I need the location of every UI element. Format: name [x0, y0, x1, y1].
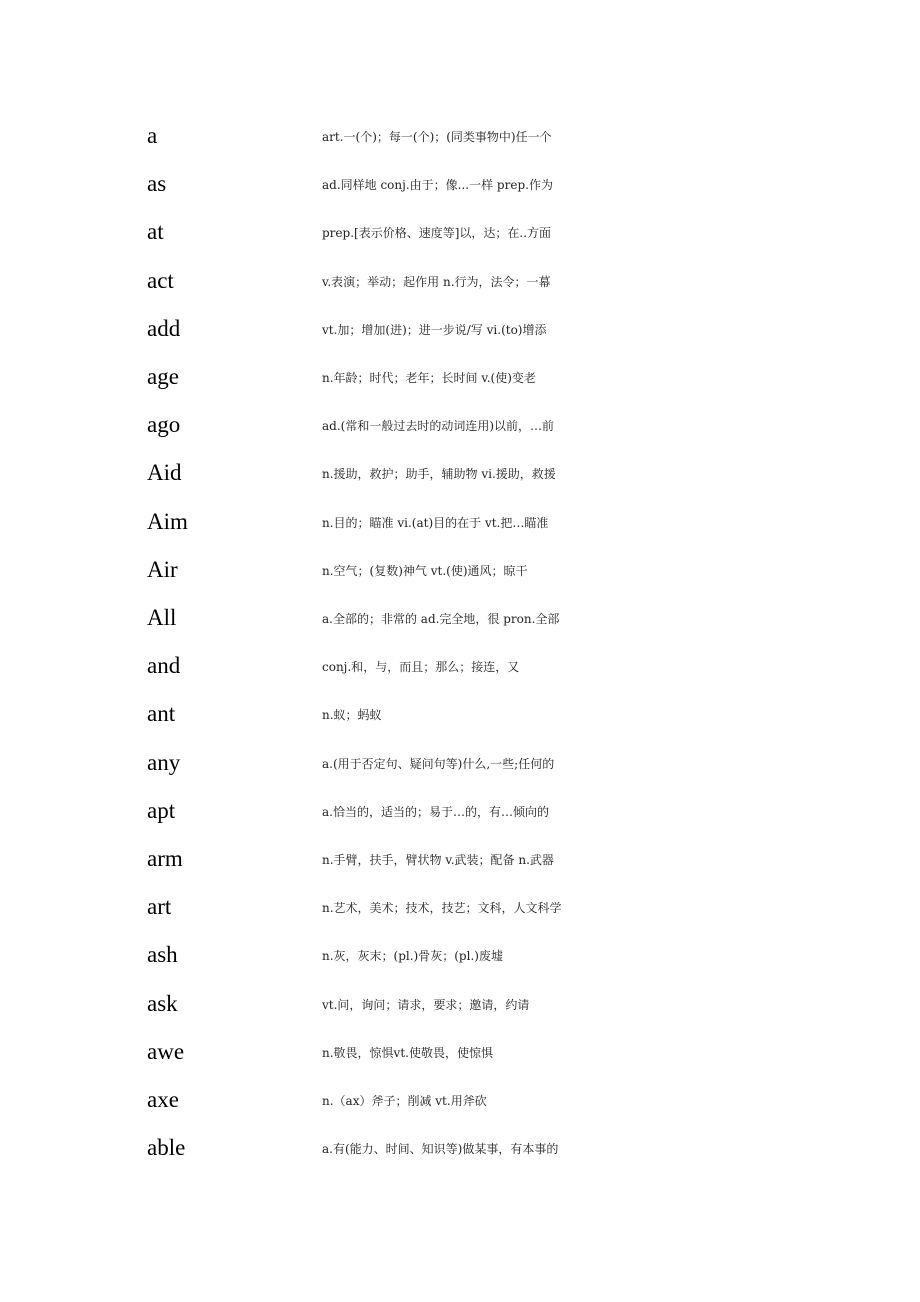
vocabulary-entry [0, 750, 920, 798]
entry-word: Aim [147, 508, 188, 534]
entry-word: ago [147, 412, 181, 438]
entry-definition: n.援助，救护；助手，辅助物 vi.援助，救援 [322, 467, 556, 482]
vocabulary-entry [0, 1087, 920, 1135]
entry-word: All [147, 605, 177, 630]
entry-definition: a.恰当的，适当的；易于…的，有…倾向的 [322, 804, 549, 819]
entry-word: add [147, 315, 181, 341]
entry-word: any [147, 749, 181, 775]
vocabulary-entry [0, 171, 920, 219]
entry-word: a [147, 123, 158, 148]
vocabulary-entry [0, 798, 920, 846]
entry-definition: vt.加；增加(进)；进一步说/写 vi.(to)增添 [322, 322, 547, 337]
vocabulary-entry [0, 991, 920, 1039]
entry-definition: n.敬畏，惊惧vt.使敬畏，使惊惧 [322, 1045, 493, 1060]
vocabulary-entry [0, 942, 920, 990]
entry-word: art [147, 894, 172, 920]
entry-word: and [147, 653, 181, 679]
entry-word: arm [147, 846, 183, 871]
entry-word: act [147, 267, 174, 293]
entry-definition: n.艺术，美术；技术，技艺；文科，人文科学 [322, 901, 562, 916]
entry-word: ant [147, 701, 176, 727]
vocabulary-entry [0, 123, 920, 171]
vocabulary-entry [0, 460, 920, 508]
vocabulary-entry [0, 557, 920, 605]
vocabulary-entry [0, 509, 920, 557]
entry-word: axe [147, 1087, 179, 1112]
entry-definition: ad.(常和一般过去时的动词连用)以前，…前 [322, 419, 555, 434]
vocabulary-entry [0, 894, 920, 942]
vocabulary-entry [0, 412, 920, 460]
entry-definition: a.有(能力、时间、知识等)做某事，有本事的 [322, 1142, 559, 1157]
entry-word: Air [147, 556, 178, 582]
entry-definition: conj.和，与，而且；那么；接连，又 [322, 660, 520, 675]
entry-definition: vt.问，询问；请求，要求；邀请，约请 [322, 997, 530, 1012]
entry-definition: n.手臂，扶手，臂状物 v.武装；配备 n.武器 [322, 853, 554, 867]
vocabulary-entry [0, 1039, 920, 1087]
entry-word: at [147, 219, 164, 245]
vocabulary-entry [0, 605, 920, 653]
vocabulary-entry [0, 653, 920, 701]
vocabulary-entry [0, 701, 920, 749]
entry-definition: n.（ax）斧子；削减 vt.用斧砍 [322, 1094, 487, 1108]
entry-definition: a.(用于否定句、疑问句等)什么,一些;任何的 [322, 756, 555, 771]
entry-word: ash [147, 942, 178, 968]
entry-definition: n.蚁；蚂蚁 [322, 708, 382, 723]
vocabulary-entry [0, 316, 920, 364]
entry-word: age [147, 364, 179, 389]
entry-word: Aid [147, 460, 182, 486]
entry-definition: n.目的；瞄准 vi.(at)目的在于 vt.把…瞄准 [322, 515, 549, 530]
entry-word: able [147, 1135, 186, 1161]
entry-word: as [147, 171, 167, 197]
vocabulary-entry [0, 268, 920, 316]
entry-definition: n.空气；(复数)神气 vt.(使)通风；晾干 [322, 563, 528, 578]
entry-word: awe [147, 1038, 185, 1064]
entry-definition: v.表演；举动；起作用 n.行为，法令；一幕 [322, 274, 551, 289]
vocabulary-entry [0, 846, 920, 894]
entry-definition: n.灰，灰末；(pl.)骨灰；(pl.)废墟 [322, 949, 503, 964]
entry-definition: n.年龄；时代；老年；长时间 v.(使)变老 [322, 371, 536, 385]
entry-definition: ad.同样地 conj.由于；像...一样 prep.作为 [322, 178, 553, 193]
entry-definition: art.一(个)；每一(个)；(同类事物中)任一个 [322, 130, 552, 144]
vocabulary-entry [0, 219, 920, 267]
entry-definition: prep.[表示价格、速度等]以，达；在..方面 [322, 226, 552, 241]
entry-word: apt [147, 797, 176, 823]
entry-definition: a.全部的；非常的 ad.完全地，很 pron.全部 [322, 612, 560, 626]
vocabulary-entry [0, 1135, 920, 1183]
vocabulary-entry [0, 364, 920, 412]
entry-word: ask [147, 990, 178, 1016]
